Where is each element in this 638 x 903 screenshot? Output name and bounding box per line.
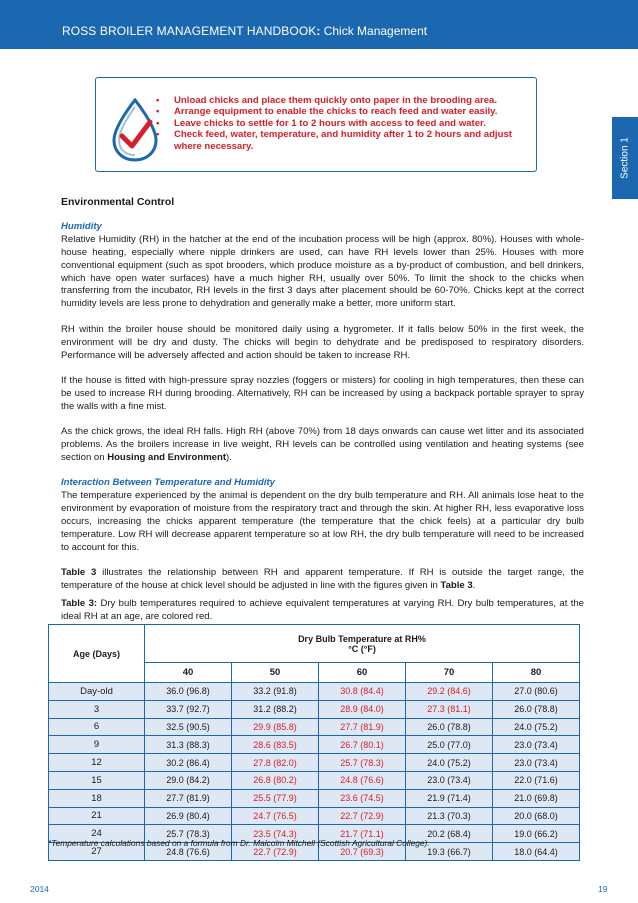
temperature-cell: 22.7 (72.9)	[232, 843, 319, 861]
key-point-item: • Arrange equipment to enable the chicks to reach feed and water easily.	[156, 106, 536, 117]
paragraph: Relative Humidity (RH) in the hatcher at the end of the incubation process will be high (approx. 80%). Houses with whole-house heating, especially where nipple drinkers are used, can have RH levels lower than 25%. Houses with more conventional equipment (such as spot brooders, which produce moisture as a by-product of combustion, and bell drinkers, which have open water surfaces) have a much higher RH, usually over 50%. To limit the shock to the chicks when transferring from the incubator, RH levels in the first 3 days after placement should be 60-70%. Chicks kept at the correct humidity levels are less prone to dehydration and generally make a better, more uniform start.	[61, 233, 584, 310]
temperature-cell: 28.9 (84.0)	[319, 700, 406, 718]
section-tab-label: Section 1	[619, 137, 631, 179]
key-point-item: • Check feed, water, temperature, and humidity after 1 to 2 hours and adjust where necessary.	[156, 129, 536, 152]
temperature-cell: 20.0 (68.0)	[493, 807, 580, 825]
temperature-cell: 31.3 (88.3)	[145, 736, 232, 754]
temperature-cell: 27.3 (81.1)	[406, 700, 493, 718]
temperature-cell: 25.7 (78.3)	[145, 825, 232, 843]
table-row	[49, 754, 580, 772]
chapter-title: Chick Management	[320, 24, 428, 38]
temperature-cell: 21.3 (70.3)	[406, 807, 493, 825]
table-footnote: *Temperature calculations based on a formula from Dr. Malcolm Mitchell (Scottish Agricultural College).	[48, 838, 430, 848]
rh-column-header: 80	[493, 663, 580, 683]
temperature-cell: 27.0 (80.6)	[493, 683, 580, 701]
section-tab	[612, 117, 638, 199]
interaction-subheading: Interaction Between Temperature and Humidity	[61, 477, 275, 489]
temperature-cell: 21.7 (71.1)	[319, 825, 406, 843]
temperature-cell: 33.2 (91.8)	[232, 683, 319, 701]
temperature-cell: 36.0 (96.8)	[145, 683, 232, 701]
temperature-cell: 25.5 (77.9)	[232, 789, 319, 807]
temperature-cell: 24.0 (75.2)	[406, 754, 493, 772]
temperature-cell: 26.7 (80.1)	[319, 736, 406, 754]
paragraph	[61, 426, 584, 465]
rh-column-header: 50	[232, 663, 319, 683]
temperature-cell: 26.0 (78.8)	[493, 700, 580, 718]
table-row	[49, 736, 580, 754]
age-cell: 18	[49, 789, 145, 807]
table-caption	[61, 598, 584, 624]
header-bar	[0, 0, 638, 49]
paragraph-text: illustrates the relationship between RH and apparent temperature. If RH is outside the target range, the temperature of the house at chick level should be adjusted in line with the figures given in	[61, 567, 584, 592]
temperature-cell: 27.7 (81.9)	[145, 789, 232, 807]
temperature-cell: 26.0 (78.8)	[406, 718, 493, 736]
temperature-cell: 26.9 (80.4)	[145, 807, 232, 825]
main-content	[61, 196, 584, 593]
header-separator: :	[316, 24, 321, 38]
table-reference: Table 3	[61, 567, 97, 579]
table-row	[49, 807, 580, 825]
temperature-cell: 18.0 (64.4)	[493, 843, 580, 861]
dry-bulb-header-title: Dry Bulb Temperature at RH%	[298, 633, 426, 644]
age-column-header: Age (Days)	[49, 625, 145, 683]
temperature-cell: 29.9 (85.8)	[232, 718, 319, 736]
temperature-cell: 24.8 (76.6)	[145, 843, 232, 861]
temperature-cell: 22.7 (72.9)	[319, 807, 406, 825]
temperature-cell: 30.2 (86.4)	[145, 754, 232, 772]
paragraph: The temperature experienced by the animal is dependent on the dry bulb temperature and RH. All animals lose heat to the environment by evaporation of moisture from the respiratory tract and through the skin. At higher RH, less evaporative loss occurs, increasing the chicks apparent temperature (the temperature that the chick feels) at a particular dry bulb temperature. Low RH will decrease apparent temperature so at low RH, the dry bulb temperature will need to be increased to account for this.	[61, 490, 584, 553]
humidity-subheading: Humidity	[61, 220, 102, 232]
temperature-cell: 30.8 (84.4)	[319, 683, 406, 701]
temperature-cell: 21.0 (69.8)	[493, 789, 580, 807]
rh-column-header: 40	[145, 663, 232, 683]
temperature-cell: 23.0 (73.4)	[493, 754, 580, 772]
age-cell: 15	[49, 771, 145, 789]
temperature-cell: 27.7 (81.9)	[319, 718, 406, 736]
temperature-cell: 29.0 (84.2)	[145, 771, 232, 789]
paragraph: RH within the broiler house should be monitored daily using a hygrometer. If it falls below 50% in the first week, the environment will be dry and dusty. The chicks will begin to dehydrate and be predisposed to respiratory disorders. Performance will be adversely affected and action should be taken to increase RH.	[61, 323, 584, 361]
table-row	[49, 789, 580, 807]
table-row	[49, 771, 580, 789]
temperature-cell: 26.8 (80.2)	[232, 771, 319, 789]
age-cell: 3	[49, 700, 145, 718]
handbook-title: ROSS BROILER MANAGEMENT HANDBOOK	[62, 24, 317, 38]
temperature-cell: 25.7 (78.3)	[319, 754, 406, 772]
temperature-cell: 21.9 (71.4)	[406, 789, 493, 807]
table-reference: Table 3	[440, 580, 473, 592]
dry-bulb-header	[145, 625, 580, 663]
key-point-item: • Unload chicks and place them quickly onto paper in the brooding area.	[156, 95, 536, 106]
footer-year: 2014	[30, 884, 49, 894]
temperature-cell: 27.8 (82.0)	[232, 754, 319, 772]
age-cell: Day-old	[49, 683, 145, 701]
temperature-cell: 22.0 (71.6)	[493, 771, 580, 789]
rh-column-header: 60	[319, 663, 406, 683]
temperature-cell: 32.5 (90.5)	[145, 718, 232, 736]
temperature-cell: 24.0 (75.2)	[493, 718, 580, 736]
page-number: 19	[598, 884, 608, 894]
paragraph	[61, 567, 584, 593]
table-caption-text: Dry bulb temperatures required to achieve equivalent temperatures at varying RH. Dry bulb temperatures, at the ideal RH at an age, are colored red.	[61, 598, 584, 622]
paragraph-text: ).	[226, 452, 232, 463]
temperature-cell: 25.0 (77.0)	[406, 736, 493, 754]
paragraph-text: As the chick grows, the ideal RH falls. High RH (above 70%) from 18 days onwards can cause wet litter and its associated problems. As the broilers increase in live weight, RH levels can be controlled using ventilation and heating systems (see section on	[61, 426, 584, 463]
rh-column-header: 70	[406, 663, 493, 683]
temperature-cell: 23.6 (74.5)	[319, 789, 406, 807]
table-row	[49, 683, 580, 701]
table-row	[49, 700, 580, 718]
temperature-cell: 23.0 (73.4)	[493, 736, 580, 754]
temperature-cell: 31.2 (88.2)	[232, 700, 319, 718]
table-row	[49, 718, 580, 736]
age-cell: 6	[49, 718, 145, 736]
section-reference: Housing and Environment	[107, 452, 226, 463]
age-cell: 24	[49, 825, 145, 843]
page-header-title	[62, 24, 427, 38]
temperature-cell: 23.0 (73.4)	[406, 771, 493, 789]
table-caption-label: Table 3:	[61, 598, 98, 609]
dry-bulb-header-unit: °C (°F)	[348, 643, 376, 654]
temperature-cell: 20.7 (69.3)	[319, 843, 406, 861]
age-cell: 27	[49, 843, 145, 861]
temperature-cell: 33.7 (92.7)	[145, 700, 232, 718]
age-cell: 12	[49, 754, 145, 772]
key-points-list	[156, 95, 536, 152]
temperature-cell: 28.6 (83.5)	[232, 736, 319, 754]
dry-bulb-temperature-table	[48, 624, 580, 861]
age-cell: 21	[49, 807, 145, 825]
temperature-cell: 24.7 (76.5)	[232, 807, 319, 825]
temperature-cell: 24.8 (76.6)	[319, 771, 406, 789]
age-cell: 9	[49, 736, 145, 754]
paragraph: If the house is fitted with high-pressure spray nozzles (foggers or misters) for cooling in high temperatures, then these can be used to increase RH during brooding. Alternatively, RH can be increased by using a backpack portable sprayer to spray the walls with a fine mist.	[61, 374, 584, 412]
water-drop-check-icon	[108, 98, 162, 162]
temperature-cell: 23.5 (74.3)	[232, 825, 319, 843]
section-heading: Environmental Control	[61, 196, 175, 208]
temperature-cell: 29.2 (84.6)	[406, 683, 493, 701]
temperature-cell: 19.0 (66.2)	[493, 825, 580, 843]
temperature-cell: 19.3 (66.7)	[406, 843, 493, 861]
key-point-item: • Leave chicks to settle for 1 to 2 hours with access to feed and water.	[156, 118, 536, 129]
temperature-cell: 20.2 (68.4)	[406, 825, 493, 843]
paragraph-text: .	[472, 580, 476, 592]
